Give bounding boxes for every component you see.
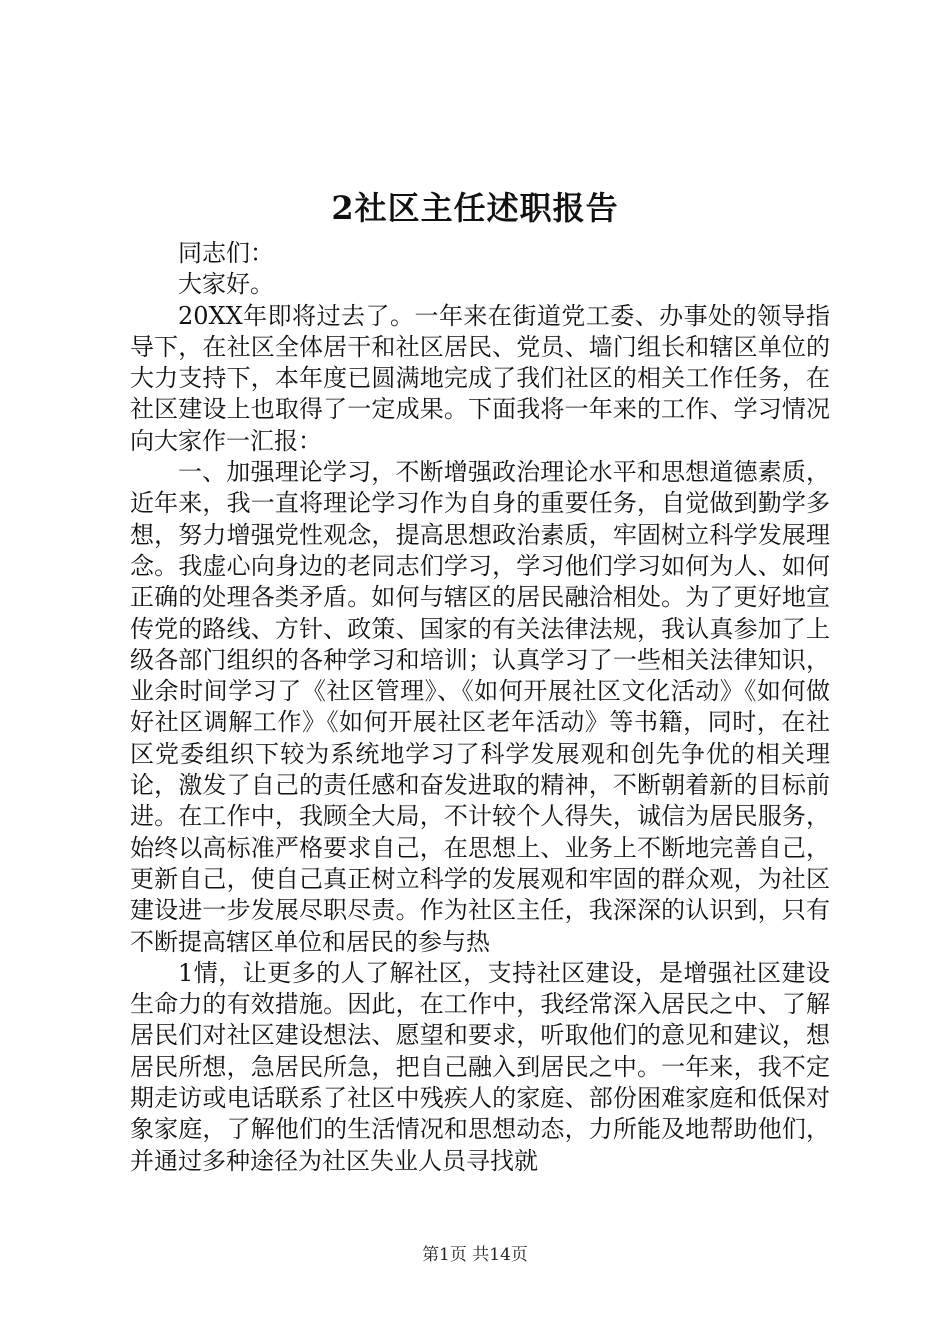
intro-paragraph: 20XX年即将过去了。一年来在街道党工委、办事处的领导指导下，在社区全体居干和社区居民、党员、墙门组长和辖区单位的大力支持下，本年度已圆满地完成了我们社区的相关工作任务，在社区建设上也取得了一定成果。下面我将一年来的工作、学习情况向大家作一汇报： [130,301,830,455]
community-work-paragraph: 1情，让更多的人了解社区，支持社区建设，是增强社区建设生命力的有效措施。因此，在工作中，我经常深入居民之中、了解居民们对社区建设想法、愿望和要求，听取他们的意见和建议，想居民所想，急居民所急，把自己融入到居民之中。一年来，我不定期走访或电话联系了社区中残疾人的家庭、部份困难家庭和低保对象家庭，了解他们的生活情况和思想动态，力所能及地帮助他们，并通过多种途径为社区失业人员寻找就 [130,958,830,1175]
salutation-paragraph: 同志们： [178,239,274,267]
document-body [130,238,830,1177]
greeting-paragraph: 大家好。 [178,270,274,299]
page-number-footer: 第1页 共14页 [422,1245,528,1265]
document-title: 2社区主任述职报告 [331,189,619,227]
theory-study-paragraph: 一、加强理论学习，不断增强政治理论水平和思想道德素质，近年来，我一直将理论学习作为自身的重要任务，自觉做到勤学多想，努力增强党性观念，提高思想政治素质，牢固树立科学发展理念。我虚心向身边的老同志们学习，学习他们学习如何为人、如何正确的处理各类矛盾。如何与辖区的居民融洽相处。为了更好地宣传党的路线、方针、政策、国家的有关法律法规，我认真参加了上级各部门组织的各种学习和培训；认真学习了一些相关法律知识，业余时间学习了《社区管理》、《如何开展社区文化活动》《如何做好社区调解工作》《如何开展社区老年活动》等书籍，同时，在社区党委组织下较为系统地学习了科学发展观和创先争优的相关理论，激发了自己的责任感和奋发进取的精神，不断朝着新的目标前进。在工作中，我顾全大局，不计较个人得失，诚信为居民服务，始终以高标准严格要求自己，在思想上、业务上不断地完善自己，更新自己，使自己真正树立科学的发展观和牢固的群众观，为社区建设进一步发展尽职尽责。作为社区主任，我深深的认识到，只有不断提高辖区单位和居民的参与热 [130,458,830,956]
